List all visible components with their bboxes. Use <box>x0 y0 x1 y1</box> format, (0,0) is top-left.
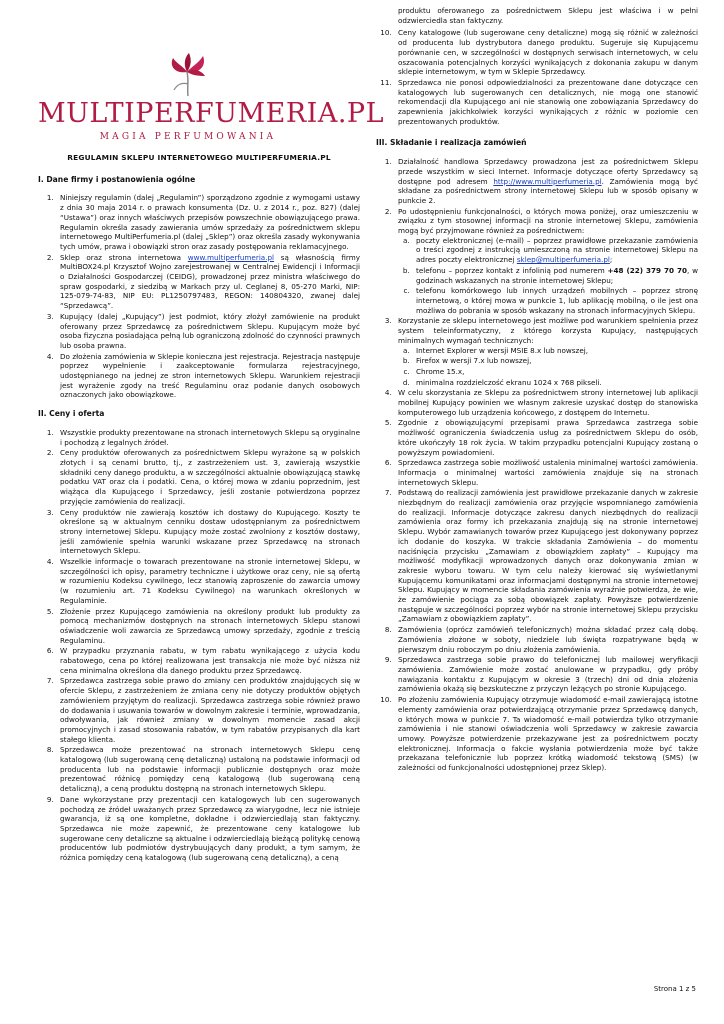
text-fragment: Sklep oraz strona internetowa <box>60 252 188 262</box>
list-item: c. Chrome 15.x, <box>412 367 698 377</box>
list-item: 9. Sprzedawca zastrzega sobie prawo do telefonicznej lub mailowej weryfikacji zamówienia. Zamówienie może zostać anulowane w przypadku, gdy próby nawiązania kontaktu z Kupującym w okresie 3 (trzech) dni od dnia złożenia zamówienia okażą się bezskuteczne z przyczyn leżących po stronie Kupującego. <box>394 655 698 694</box>
list-item <box>412 266 698 285</box>
list-item: 7. Podstawą do realizacji zamówienia jest prawidłowe przekazanie danych w zakresie niezbędnym do realizacji zamówienia oraz przyjęcie wspomnianego zamówienia do realizacji. Informacje dotyczące zakresu danych niezbędnych do realizacji zamówienia oraz formy ich przekazania znajdują się na stronie internetowej Sklepu. Wybór zamawianych towarów przez Kupującego jest dokonywany poprzez ich dodanie do koszyka. W trakcie składania Zamówienia – do momentu naciśnięcia przycisku „Zamawiam z obowiązkiem zapłaty” – Kupujący ma możliwość modyfikacji wprowadzonych danych oraz dokonywania zmian w zakresie wyboru towaru. W tym celu należy kierować się wyświetlanymi Kupującemu komunikatami oraz informacjami dostępnymi na stronie internetowej Sklepu. Kupujący w momencie składania zamówienia wyraźnie potwierdza, że wie, że zamówienie pociąga za sobą obowiązek zapłaty. Powyższe potwierdzenie następuje w szczególności poprzez wybór na stronie internetowej Sklepu przycisku „Zamawiam z obowiązkiem zapłaty”. <box>394 488 698 624</box>
list-item: 11. Sprzedawca nie ponosi odpowiedzialności za prezentowane dane dotyczące cen katalogowych lub sugerowanych cen detalicznych, nie mogą one stanowić rekomendacji dla Kupującego ani nie stanowią one zobowiązania Sprzedawcy do zapewnienia jakichkolwiek korzyści wynikających z różnic w poziomie cen prezentowanych produktów. <box>394 78 698 127</box>
continued-text: produktu oferowanego za pośrednictwem Sklepu jest właściwa i w pełni odzwierciedla stan faktyczny. <box>398 6 698 25</box>
text-fragment: , w godzinach wskazanych na stronie internetowej Sklepu; <box>416 265 698 285</box>
text-fragment: Korzystanie ze sklepu internetowego jest możliwe pod warunkiem spełnienia przez system teleinformatyczny, z którego korzysta Kupujący, następujących minimalnych wymagań technicznych: <box>398 316 698 345</box>
list-item: 5. Złożenie przez Kupującego zamówienia na określony produkt lub produkty za pomocą mechanizmów dostępnych na stronach internetowych Sklepu stanowi oświadczenie woli zawarcia ze Sprzedawcą umowy sprzedaży, zgodnie z treścią Regulaminu. <box>56 607 360 646</box>
list-item: 6. W przypadku przyznania rabatu, w tym rabatu wynikającego z użycia kodu rabatowego, cena po której realizowana jest transakcja nie może być niższa niż cena minimalna określona dla danego produktu przez Sprzedawcę. <box>56 646 360 675</box>
section-heading-2: II. Ceny i oferta <box>38 409 105 419</box>
text-fragment: poczty elektronicznej (e-mail) – poprzez prawidłowe przekazanie zamówienia o treści zgodnej z instrukcją umieszczoną na stronie internetowej Sklepu na adres poczty elektronicznej <box>416 235 698 265</box>
requirements-list <box>398 346 698 388</box>
text-fragment: Działalność handlowa Sprzedawcy prowadzona jest za pośrednictwem Sklepu przede wszystkim w sieci Internet. Informacje dotyczące oferty Sprzedawcy są dostępne pod adresem <box>398 157 698 186</box>
list-item: 5. Zgodnie z obowiązującymi przepisami prawa Sprzedawca zastrzega sobie możliwość ograniczenia świadczenia usług za pośrednictwem Sklepu do osób, które ukończyły 18 rok życia. W takim przypadku potencjalni Kupujący zostaną o powyższym powiadomieni. <box>394 418 698 457</box>
list-item <box>394 316 698 387</box>
section-1-list <box>38 193 360 400</box>
list-item: 8. Sprzedawca może prezentować na stronach internetowych Sklepu cenę katalogową (lub sugerowaną cenę detaliczną) ustaloną na podstawie informacji od producenta lub na podstawie informacji publicznie dostępnych oraz może prezentować różnicę pomiędzy ceną katalogową (lub sugerowaną ceną detaliczną), a ceną produktu dostępną na stronach internetowych Sklepu. <box>56 745 360 794</box>
list-item: 9. Dane wykorzystane przy prezentacji cen katalogowych lub cen sugerowanych pochodzą ze źródeł uważanych przez Sprzedawcę za wiarygodne, lecz nie istnieje gwarancja, iż są one kompletne, dokładne i odzwierciedlają stan faktyczny. Sprzedawca nie może zapewnić, że prezentowane ceny katalogowe lub sugerowane ceny detaliczne są aktualne i odzwierciedlają bieżącą politykę cenową producentów lub podmiotów dystrybuujących dany produkt, a tym samym, że różnica pomiędzy ceną katalogową (lub sugerowaną ceną detaliczną), a ceną <box>56 795 360 863</box>
list-item <box>394 157 698 206</box>
website-link[interactable]: www.multiperfumeria.pl <box>187 252 275 262</box>
page-number: Strona 1 z 5 <box>653 985 696 993</box>
order-channel-list <box>398 236 698 316</box>
logo-wordmark: MULTIPERFUMERIA.PL <box>38 98 385 129</box>
list-item: 6. Sprzedawca zastrzega sobie możliwość ustalenia minimalnej wartości zamówienia. Informacja o minimalnej wartości zamówienia znajduje się na stronach internetowych Sklepu. <box>394 458 698 487</box>
text-fragment: telefonu – poprzez kontakt z infolinią pod numerem <box>416 265 608 275</box>
list-item: 3. Kupujący (dalej „Kupujący”) jest podmiot, który złożył zamówienie na produkt oferowany przez Sprzedawcę za pośrednictwem Sklepu. Kupującym może być osoba fizyczna posiadająca pełną lub ograniczoną zdolność do czynności prawnych lub osoba prawna. <box>56 312 360 351</box>
list-item: 10. Po złożeniu zamówienia Kupujący otrzymuje wiadomość e-mail zawierającą istotne elementy zamówienia oraz potwierdzającą otrzymanie przez Sprzedawcę danych, o których mowa w punkcie 7. Ta wiadomość e-mail potwierdza tylko otrzymanie zamówienia i nie stanowi oświadczenia woli Sprzedawcy w zakresie zawarcia umowy. Powyższe potwierdzenie przekazywane jest za pośrednictwem poczty elektronicznej. Informacja o fakcie wysłania potwierdzenia może być także przekazana telefonicznie lub poprzez krótką wiadomość tekstową (SMS) (w zależności od funkcjonalności udostępnionej przez Sklep). <box>394 695 698 773</box>
logo-tagline: MAGIA PERFUMOWANIA <box>99 132 277 142</box>
section-heading-3: III. Składanie i realizacja zamówień <box>376 138 527 148</box>
list-item: 4. Do złożenia zamówienia w Sklepie konieczna jest rejestracja. Rejestracja następuje poprzez wypełnienie i zaakceptowanie formularza rejestracyjnego, udostępnianego na jednej ze stron internetowych Sklepu. Warunkiem rejestracji jest wyrażenie zgody na treść Regulaminu oraz podanie danych osobowych oznaczonych jako obowiązkowe. <box>56 352 360 401</box>
list-item: a. Internet Explorer w wersji MSIE 8.x lub nowszej, <box>412 346 698 356</box>
list-item <box>56 253 360 311</box>
list-item: d. minimalna rozdzielczość ekranu 1024 x 768 pikseli. <box>412 378 698 388</box>
list-item: 10. Ceny katalogowe (lub sugerowane ceny detaliczne) mogą się różnić w zależności od producenta lub dystrybutora danego produktu. Sugeruje się Kupującemu porównanie cen, w szczególności w dostępnych serwisach internetowych, w celu oszacowania potencjalnych korzyści wynikających z dokonania zakupu w danym sklepie internetowym, w tym w Sklepie Sprzedawcy. <box>394 28 698 77</box>
document-title: REGULAMIN SKLEPU INTERNETOWEGO MULTIPERFUMERIA.PL <box>67 153 331 162</box>
brand-logo <box>28 52 385 152</box>
list-item: 1. Wszystkie produkty prezentowane na stronach internetowych Sklepu są oryginalne i pochodzą z legalnych źródeł. <box>56 428 360 447</box>
section-2-list-continued <box>376 28 698 126</box>
list-item: 4. W celu skorzystania ze Sklepu za pośrednictwem strony internetowej lub aplikacji mobilnej Kupujący powinien we własnym zakresie uzyskać dostęp do stanowiska komputerowego lub urządzenia końcowego, z dostępem do Internetu. <box>394 388 698 417</box>
list-item: c. telefonu komórkowego lub innych urządzeń mobilnych – poprzez stronę internetową, o której mowa w punkcie 1, lub aplikację mobilną, o ile jest ona możliwa do pobrania w sposób wskazany na stronach informacyjnych Sklepu. <box>412 286 698 315</box>
list-item: 7. Sprzedawca zastrzega sobie prawo do zmiany cen produktów znajdujących się w ofercie Sklepu, z zastrzeżeniem że zmiana ceny nie dotyczy produktów objętych zamówieniem przyjętym do realizacji. Sprzedawca zastrzega sobie również prawo do dodawania i usuwania towarów w dowolnym zakresie i terminie, wprowadzania, odwoływania, jak również zmiany w dowolnym momencie zasad akcji promocyjnych i zasad stosowania rabatów, w tym rabatów przypisanych dla kart stałego klienta. <box>56 676 360 744</box>
list-item: 3. Ceny produktów nie zawierają kosztów ich dostawy do Kupującego. Koszty te określone są w aktualnym cenniku dostaw udostępnianym za pośrednictwem strony internetowej Sklepu. Kupujący może zostać zwolniony z kosztów dostawy, jeśli zamówienie spełnia warunki wskazane przez Sprzedawcę na stronach internetowych Sklepu. <box>56 508 360 557</box>
section-heading-1: I. Dane firmy i postanowienia ogólne <box>38 174 196 184</box>
list-item: 8. Zamówienia (oprócz zamówień telefonicznych) można składać przez całą dobę. Zamówienia złożone w soboty, niedziele lub święta rozpatrywane będą w pierwszym dniu roboczym po dniu złożenia zamówienia. <box>394 625 698 654</box>
text-fragment: Po udostępnieniu funkcjonalności, o których mowa poniżej, oraz umieszczeniu w związku z tym stosownej informacji na stronie internetowej Sklepu, zamówienia mogą być przyjmowane również za pośrednictwem: <box>398 206 698 236</box>
list-item <box>412 236 698 265</box>
left-column <box>38 153 360 872</box>
text-fragment: są własnością firmy MultiBOX24.pl Krzysztof Wojno zarejestrowanej w Centralnej Ewidencji i Informacji o Działalności Gospodarczej (CEIDG), prowadzonej przez ministra właściwego do spraw gospodarki, z siedzibą w Markach przy ul. Ceglanej 8, 05-270 Marki, NIP: 125-079-74-83, NIP EU: PL1250797483, REGON: 140804320, zwanej dalej “Sprzedawcą”. <box>60 252 360 311</box>
text-fragment: . Zamówienia mogą być składane za pośrednictwem strony internetowej Sklepu lub w sposób opisany w punkcie 2. <box>398 176 698 205</box>
section-3-list <box>376 157 698 773</box>
text-fragment: ; <box>609 255 613 265</box>
list-item: 2. Ceny produktów oferowanych za pośrednictwem Sklepu wyrażone są w polskich złotych i są cenami brutto, tj., z zastrzeżeniem ust. 3, zawierają wszystkie składniki ceny danego produktu, a w szczególności aktualnie obowiązującą stawkę podatku VAT oraz cła i podatki. Cena, o której mowa w zdaniu poprzednim, jest wiążąca dla Kupującego i Sprzedawcy, jeśli zostanie potwierdzona poprzez przyjęcie zamówienia do realizacji. <box>56 448 360 506</box>
website-link[interactable]: http://www.multiperfumeria.pl <box>493 176 602 186</box>
list-item <box>394 207 698 316</box>
list-item: 1. Niniejszy regulamin (dalej „Regulamin”) sporządzono zgodnie z wymogami ustawy z dnia 30 maja 2014 r. o prawach konsumenta (Dz. U. z 2014 r., poz. 827) (dalej “Ustawa”) oraz innych właściwych przepisów powszechnie obowiązującego prawa. Regulamin określa zasady zawierania umów sprzedaży za pośrednictwem sklepu internetowego MultiPerfumeria.pl (dalej „Sklep”) oraz określa zasady wykonywania tych umów, prawa i obowiązki stron oraz zasady postępowania reklamacyjnego. <box>56 193 360 251</box>
phone-number: +48 (22) 379 70 70 <box>607 265 688 275</box>
section-2-list <box>38 428 360 863</box>
email-link[interactable]: sklep@multiperfumeria.pl <box>516 255 610 265</box>
list-item: b. Firefox w wersji 7.x lub nowszej, <box>412 356 698 366</box>
perfume-flower-icon <box>163 52 213 98</box>
list-item: 4. Wszelkie informacje o towarach prezentowane na stronie internetowej Sklepu, w szczególności ich opisy, parametry techniczne i użytkowe oraz ceny, nie są ofertą w rozumieniu Kodeksu cywilnego, lecz stanowią zaproszenie do zawarcia umowy (w rozumieniu art. 71 Kodeksu Cywilnego) na warunkach określonych w Regulaminie. <box>56 557 360 606</box>
right-column <box>376 6 698 782</box>
